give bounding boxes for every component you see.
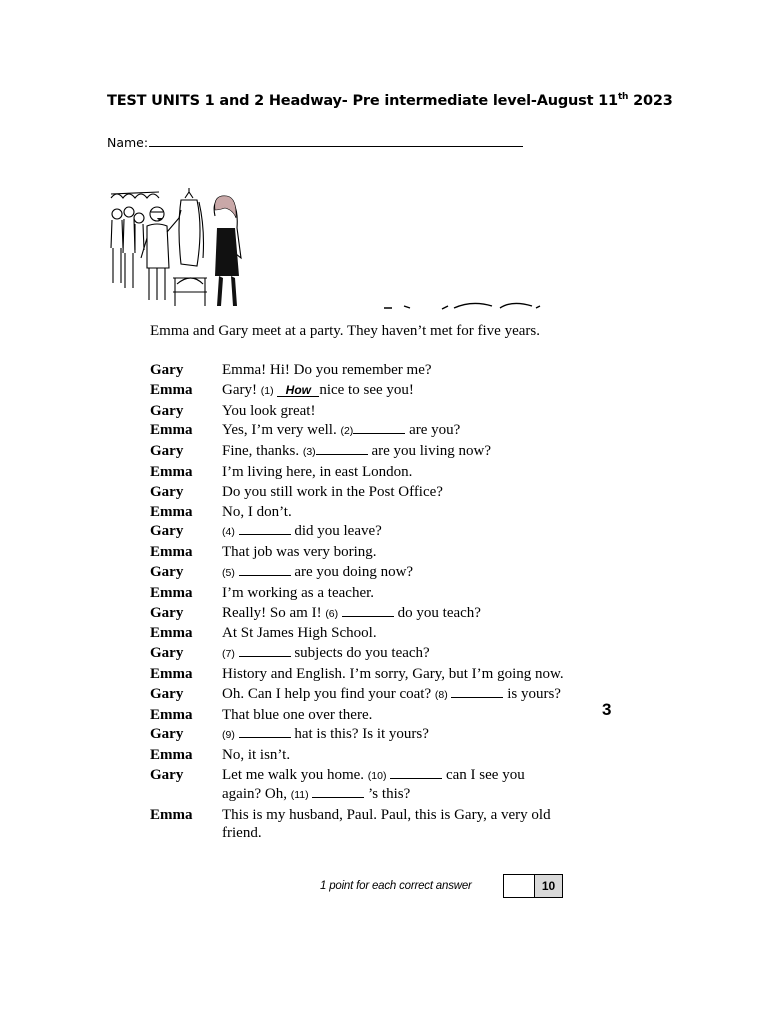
gap-number: (7) bbox=[222, 648, 235, 661]
line-text: Do you still work in the Post Office? bbox=[222, 483, 443, 500]
line-text: That blue one over there. bbox=[222, 706, 373, 723]
dialogue-row bbox=[150, 624, 570, 642]
gap-number: (10) bbox=[367, 769, 387, 782]
gap-number: (8) bbox=[434, 688, 448, 701]
speaker-name: Emma bbox=[150, 806, 193, 823]
dialogue-row bbox=[150, 725, 570, 744]
line-text: History and English. I’m sorry, Gary, but I’m going now. bbox=[222, 665, 564, 682]
speaker-name: Gary bbox=[150, 604, 184, 621]
gap-number: (3) bbox=[302, 446, 316, 459]
dialogue-line bbox=[222, 421, 567, 440]
speaker-name: Gary bbox=[150, 726, 184, 743]
line-text: I’m living here, in east London. bbox=[222, 463, 413, 480]
example-answer: How bbox=[277, 384, 319, 397]
speaker-name: Emma bbox=[150, 381, 193, 398]
dialogue-row bbox=[150, 584, 570, 602]
gap-number: (6) bbox=[325, 607, 339, 620]
line-text: are you living now? bbox=[367, 443, 491, 460]
dialogue-row bbox=[150, 806, 570, 842]
speaker-name: Gary bbox=[150, 563, 184, 580]
line-text: Fine, thanks. bbox=[222, 443, 303, 460]
line-text: are you doing now? bbox=[290, 563, 414, 580]
speaker-name: Emma bbox=[150, 665, 193, 682]
dialogue-row bbox=[150, 766, 570, 804]
gap-number: (2) bbox=[340, 425, 354, 438]
speaker-name: Gary bbox=[150, 402, 184, 419]
gap-number: (11) bbox=[290, 788, 309, 801]
dialogue-row bbox=[150, 706, 570, 724]
name-underline[interactable] bbox=[149, 134, 523, 147]
dialogue-line bbox=[222, 624, 567, 642]
dialogue-row bbox=[150, 746, 570, 764]
dialogue-line bbox=[222, 381, 567, 400]
dialogue-line bbox=[222, 543, 567, 561]
dialogue-row bbox=[150, 685, 570, 704]
dialogue-line bbox=[222, 665, 567, 683]
speaker-name: Gary bbox=[150, 685, 184, 702]
dialogue-line bbox=[222, 522, 567, 541]
speaker-name: Emma bbox=[150, 747, 193, 764]
dialogue-line bbox=[222, 706, 567, 724]
line-text: nice to see you! bbox=[319, 381, 414, 398]
dialogue-row bbox=[150, 563, 570, 582]
answer-blank[interactable] bbox=[353, 421, 405, 434]
dialogue-row bbox=[150, 543, 570, 561]
speaker-name: Gary bbox=[150, 645, 184, 662]
answer-blank[interactable] bbox=[451, 685, 503, 698]
dialogue-line bbox=[222, 402, 567, 420]
answer-blank[interactable] bbox=[312, 785, 364, 798]
section-number: 3 bbox=[602, 700, 612, 719]
speaker-name: Emma bbox=[150, 544, 193, 561]
dialogue-line bbox=[222, 563, 567, 582]
line-text: Yes, I’m very well. bbox=[222, 422, 341, 439]
dialogue-line bbox=[222, 442, 567, 461]
line-text: ’s this? bbox=[364, 785, 411, 802]
line-text: can I see you again? Oh, bbox=[222, 766, 525, 802]
line-text: Oh. Can I help you find your coat? bbox=[222, 685, 435, 702]
score-box bbox=[503, 874, 563, 898]
dialogue-line bbox=[222, 766, 567, 804]
speaker-name: Emma bbox=[150, 422, 193, 439]
gap-number: (9) bbox=[222, 729, 235, 742]
score-total: 10 bbox=[535, 875, 562, 897]
line-text: hat is this? Is it yours? bbox=[290, 726, 429, 743]
dialogue-row bbox=[150, 644, 570, 663]
speaker-name: Gary bbox=[150, 443, 184, 460]
dialogue-line bbox=[222, 685, 567, 704]
dialogue-row bbox=[150, 421, 570, 440]
party-illustration bbox=[107, 188, 249, 310]
line-text: subjects do you teach? bbox=[290, 645, 430, 662]
exercise-intro: Emma and Gary meet at a party. They haven’t met for five years. bbox=[150, 323, 540, 339]
cropped-heading-fragment bbox=[382, 300, 542, 312]
speaker-name: Emma bbox=[150, 463, 193, 480]
name-label: Name: bbox=[107, 135, 149, 150]
speaker-name: Emma bbox=[150, 625, 193, 642]
dialogue-line bbox=[222, 483, 567, 501]
dialogue-line bbox=[222, 644, 567, 663]
speaker-name: Gary bbox=[150, 483, 184, 500]
title-year: 2023 bbox=[628, 92, 673, 109]
score-entry-cell[interactable] bbox=[504, 875, 535, 897]
line-text: At St James High School. bbox=[222, 625, 377, 642]
dialogue-row bbox=[150, 402, 570, 420]
title-superscript: th bbox=[617, 92, 629, 102]
gap-number: (1) bbox=[260, 384, 274, 397]
dialogue-row bbox=[150, 665, 570, 683]
document-title bbox=[107, 92, 673, 109]
gap-number: (5) bbox=[222, 566, 235, 579]
dialogue-line bbox=[222, 463, 567, 481]
title-main: TEST UNITS 1 and 2 Headway- Pre intermediate level-August 11 bbox=[107, 92, 618, 109]
line-text: did you leave? bbox=[290, 523, 382, 540]
dialogue-line bbox=[222, 604, 567, 623]
line-text: I’m working as a teacher. bbox=[222, 584, 375, 601]
line-text: is yours? bbox=[503, 685, 561, 702]
answer-blank[interactable] bbox=[239, 644, 291, 657]
dialogue-row bbox=[150, 361, 570, 379]
dialogue-row bbox=[150, 381, 570, 400]
line-text: do you teach? bbox=[393, 604, 481, 621]
speaker-name: Emma bbox=[150, 503, 193, 520]
line-text: Really! So am I! bbox=[222, 604, 326, 621]
speaker-name: Gary bbox=[150, 766, 184, 783]
dialogue-line bbox=[222, 503, 567, 521]
speaker-name: Gary bbox=[150, 523, 184, 540]
dialogue-line bbox=[222, 584, 567, 602]
line-text: That job was very boring. bbox=[222, 544, 377, 561]
dialogue-row bbox=[150, 503, 570, 521]
line-text: You look great! bbox=[222, 402, 316, 419]
answer-blank[interactable] bbox=[239, 522, 291, 535]
line-text: No, I don’t. bbox=[222, 503, 292, 520]
gap-number: (4) bbox=[222, 526, 235, 539]
line-text: No, it isn’t. bbox=[222, 747, 291, 764]
dialogue-row bbox=[150, 522, 570, 541]
speaker-name: Gary bbox=[150, 362, 184, 378]
dialogue-row bbox=[150, 463, 570, 481]
dialogue-row bbox=[150, 483, 570, 501]
dialogue-line bbox=[222, 746, 567, 764]
dialogue-line bbox=[222, 806, 567, 842]
answer-blank[interactable] bbox=[239, 563, 291, 576]
dialogue-row bbox=[150, 442, 570, 461]
answer-blank[interactable] bbox=[342, 604, 394, 617]
dialogue bbox=[150, 361, 570, 844]
speaker-name: Emma bbox=[150, 706, 193, 723]
answer-blank[interactable] bbox=[390, 766, 442, 779]
line-text: are you? bbox=[405, 422, 461, 439]
line-text: Gary! bbox=[222, 381, 261, 398]
line-text: Emma! Hi! Do you remember me? bbox=[222, 362, 432, 378]
answer-blank[interactable] bbox=[239, 725, 291, 738]
name-field[interactable] bbox=[107, 134, 523, 150]
points-note: 1 point for each correct answer bbox=[320, 880, 472, 892]
line-text: This is my husband, Paul. Paul, this is Gary, a very old friend. bbox=[222, 806, 551, 841]
line-text: Let me walk you home. bbox=[222, 766, 368, 783]
dialogue-line bbox=[222, 361, 567, 379]
speaker-name: Emma bbox=[150, 584, 193, 601]
answer-blank[interactable] bbox=[316, 442, 368, 455]
dialogue-line bbox=[222, 725, 567, 744]
dialogue-row bbox=[150, 604, 570, 623]
